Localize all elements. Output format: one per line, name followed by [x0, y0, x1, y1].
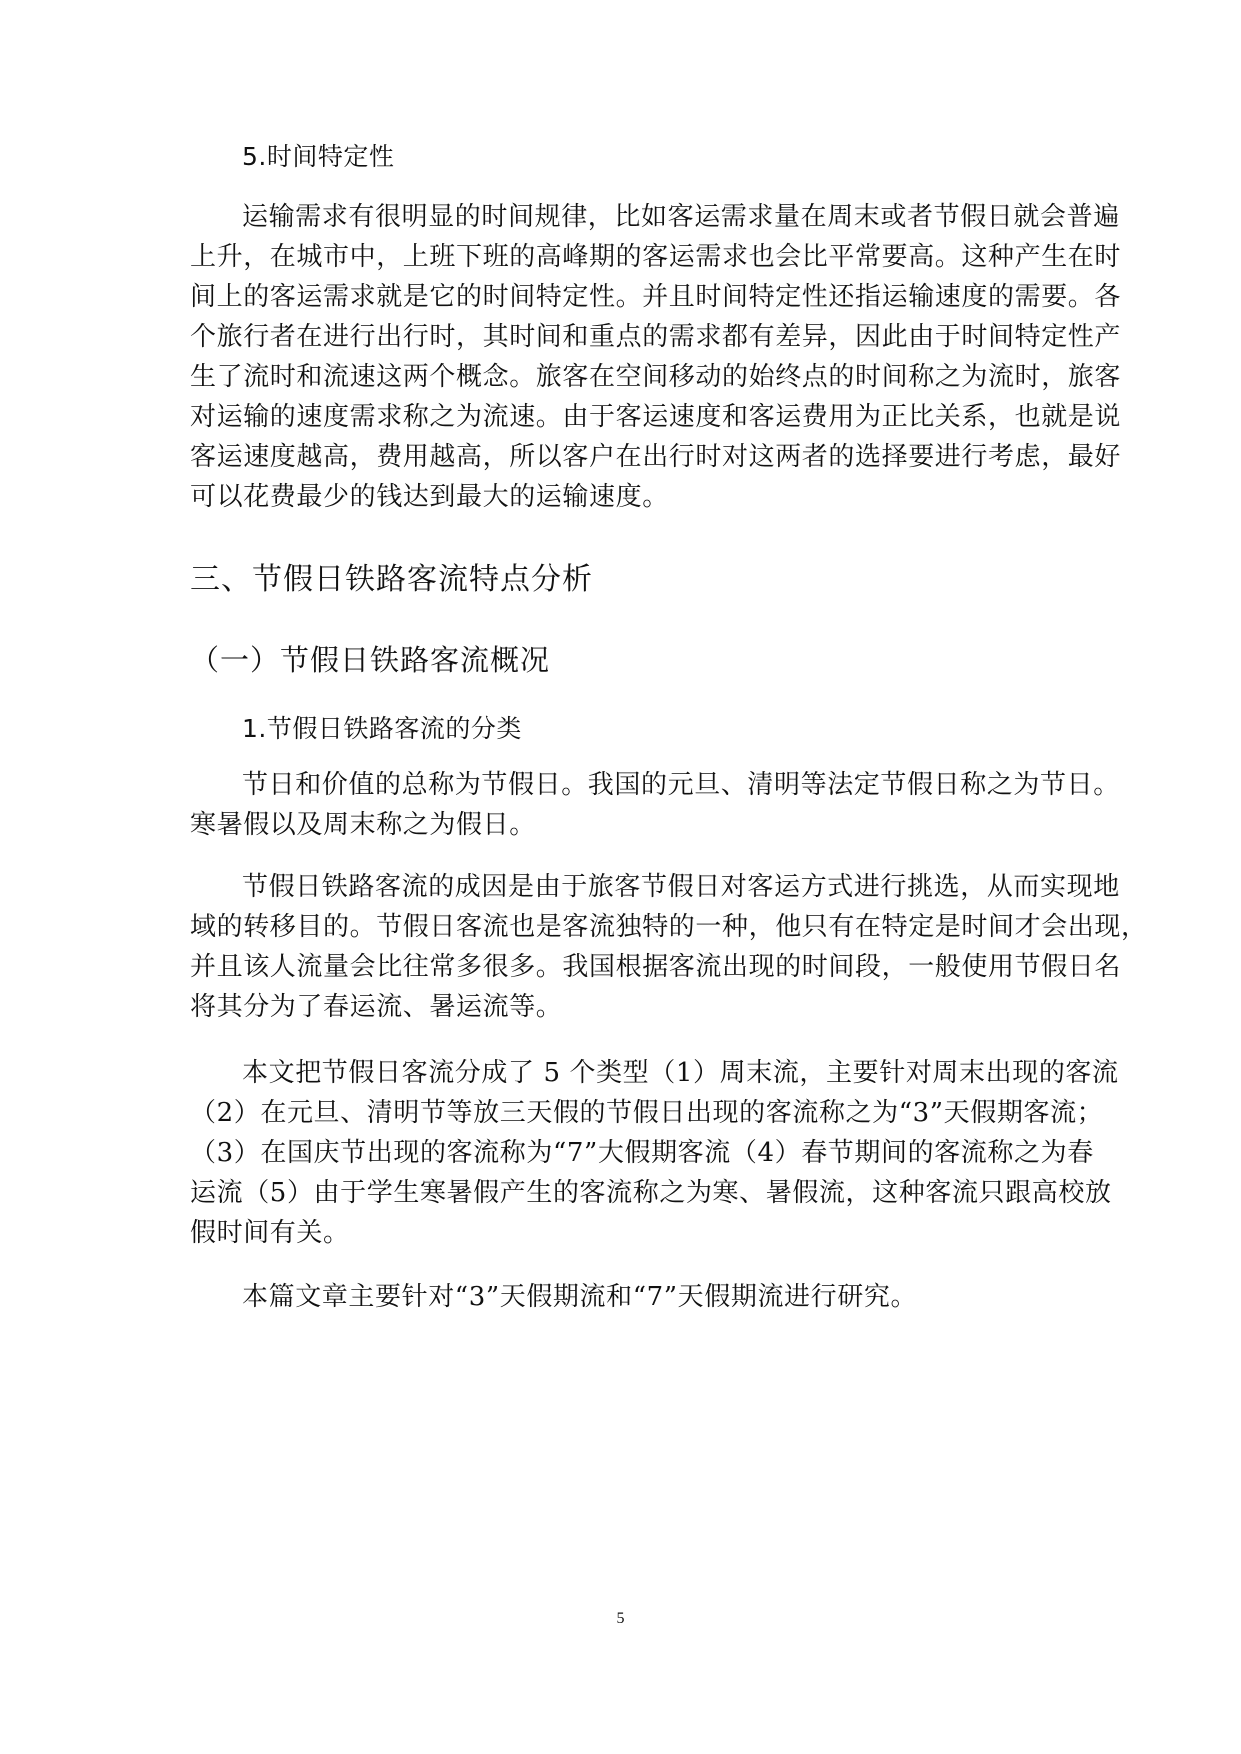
paragraph-line: 将其分为了春运流、暑运流等。 [190, 992, 563, 1022]
paragraph-line: 个旅行者在进行出行时，其时间和重点的需求都有差异，因此由于时间特定性产 [190, 322, 1122, 352]
paragraph-line: 并且该人流量会比往常多很多。我国根据客流出现的时间段，一般使用节假日名 [190, 952, 1122, 982]
paragraph-line: 节假日铁路客流的成因是由于旅客节假日对客运方式进行挑选，从而实现地 [242, 872, 1120, 902]
paragraph-line: 域的转移目的。节假日客流也是客流独特的一种，他只有在特定是时间才会出现， [190, 912, 1148, 942]
paragraph-line: 可以花费最少的钱达到最大的运输速度。 [190, 482, 669, 512]
paragraph-line: 假时间有关。 [190, 1218, 350, 1248]
paragraph-line: 对运输的速度需求称之为流速。由于客运速度和客运费用为正比关系，也就是说 [190, 402, 1122, 432]
page-number: 5 [616, 1610, 625, 1627]
paragraph-line: 运流（5）由于学生寒暑假产生的客流称之为寒、暑假流，这种客流只跟高校放 [190, 1178, 1112, 1208]
paragraph-line: 上升，在城市中，上班下班的高峰期的客运需求也会比平常要高。这种产生在时 [190, 242, 1122, 272]
paragraph-line: （3）在国庆节出现的客流称为“7”大假期客流（4）春节期间的客流称之为春 [190, 1138, 1094, 1168]
paragraph-line: 节日和价值的总称为节假日。我国的元旦、清明等法定节假日称之为节日。 [242, 770, 1120, 800]
paragraph-line: 客运速度越高，费用越高，所以客户在出行时对这两者的选择要进行考虑，最好 [190, 442, 1122, 472]
paragraph-line: （2）在元旦、清明节等放三天假的节假日出现的客流称之为“3”天假期客流； [190, 1098, 1104, 1128]
section-heading-time-specificity: 5.时间特定性 [242, 142, 395, 171]
paragraph-line: 本篇文章主要针对“3”天假期流和“7”天假期流进行研究。 [242, 1282, 918, 1312]
subsection-heading-classification: 1.节假日铁路客流的分类 [242, 714, 522, 743]
paragraph-line: 间上的客运需求就是它的时间特定性。并且时间特定性还指运输速度的需要。各 [190, 282, 1122, 312]
paragraph-line: 运输需求有很明显的时间规律，比如客运需求量在周末或者节假日就会普遍 [242, 202, 1120, 232]
section-heading-overview: （一）节假日铁路客流概况 [190, 643, 551, 677]
chapter-heading: 三、节假日铁路客流特点分析 [190, 562, 593, 597]
paragraph-line: 本文把节假日客流分成了 5 个类型（1）周末流，主要针对周末出现的客流 [242, 1058, 1119, 1088]
paragraph-line: 生了流时和流速这两个概念。旅客在空间移动的始终点的时间称之为流时，旅客 [190, 362, 1122, 392]
paragraph-line: 寒暑假以及周末称之为假日。 [190, 810, 536, 840]
